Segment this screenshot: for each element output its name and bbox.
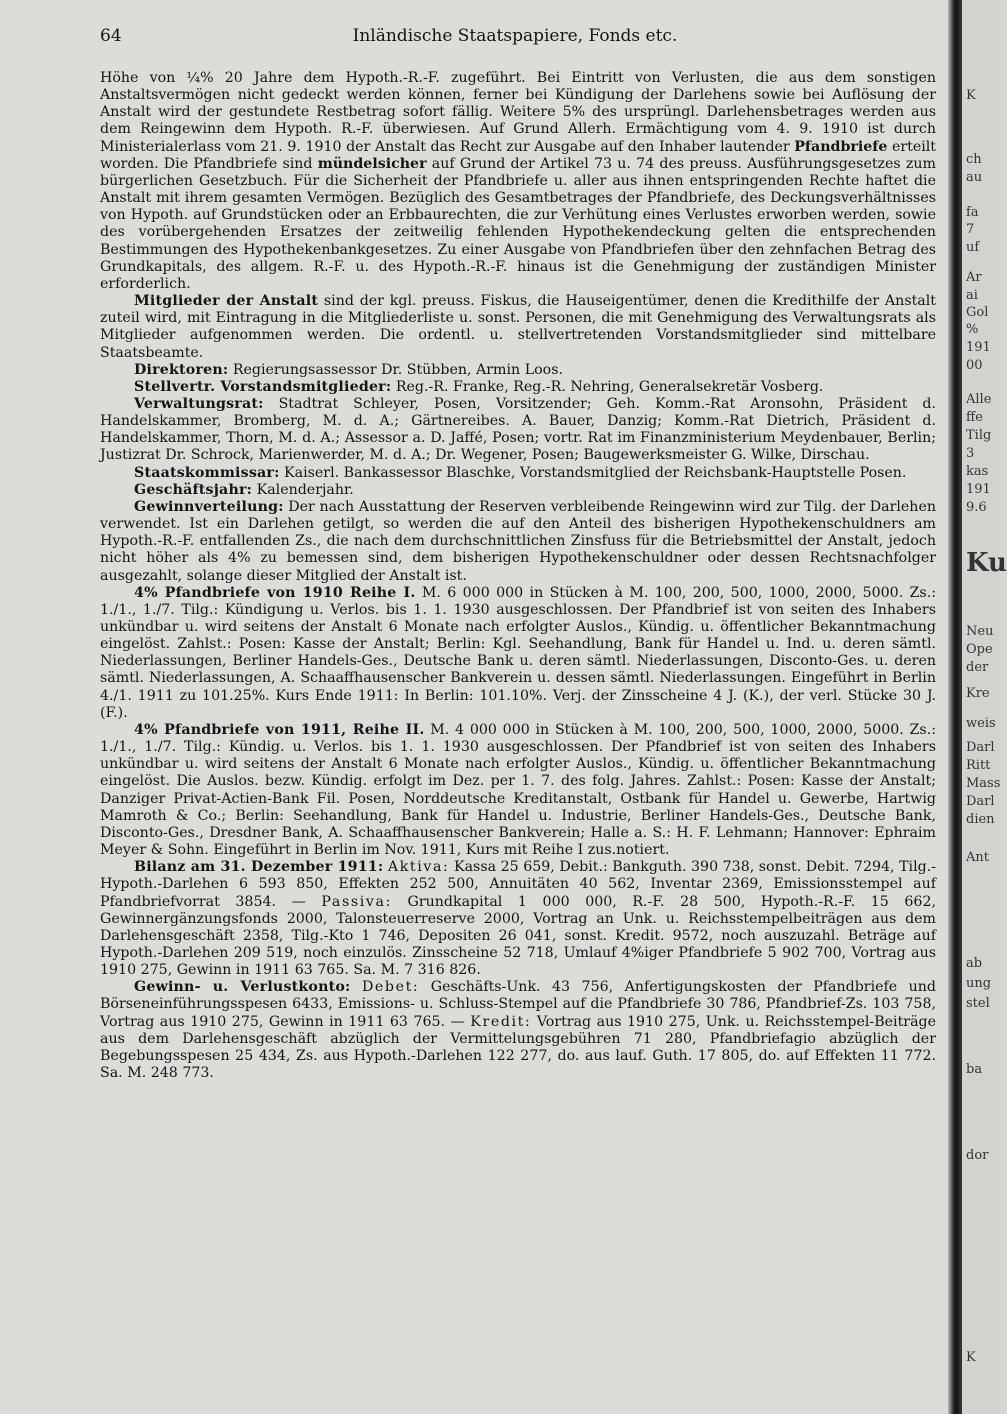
pl-account-label: Gewinn- u. Verlustkonto: [134, 979, 351, 996]
directors-text: Regierungsassessor Dr. Stübben, Armin Loos. [232, 361, 563, 378]
edge-fragment: 7 [966, 222, 975, 237]
series-1911-text: M. 4 000 000 in Stücken à M. 100, 200, 500, 1000, 2000, 5000. Zs.: 1./1., 1./7. Tilg.: Kündig. u. Verlos. bis 1. 1. 1930 ausgeschlossen. Der Pfandbrief ist von seiten des Inhabers unkündbar u. wird seitens der Anstalt 6 Monate nach erfolgter Auslos., Kündig. u. öffentlicher Bekanntmachung eingelöst. Die Auslos. bezw. Kündig. erfolgt im Dez. per 1. 7. des folg. Jahres. Zahlst.: Posen: Kasse der Anstalt; Danziger Privat-Actien-Bank Fil. Posen, Norddeutsche Kreditanstalt, Ostbank für Handel u. Gewerbe, Hartwig Mamroth & Co.; Berlin: Seehandlung, Bank für Handel u. Industrie, Berliner Handels-Ges., Deutsche Bank, Disconto-Ges., Dresdner Bank, A. Schaaffhausenscher Bankverein; Halle a. S.: H. F. Lehmann; Hannover: Ephraim Meyer & Sohn. Eingeführt in Berlin im Nov. 1911, Kurs mit Reihe I zus.notiert. [100, 721, 936, 859]
profit-distribution-paragraph [100, 499, 936, 585]
passiva-label: Passiva: [321, 893, 392, 910]
edge-fragment: Alle [966, 392, 992, 407]
deputies-label: Stellvertr. Vorstandsmitglieder: [134, 378, 392, 395]
profit-distribution-label: Gewinnverteilung: [134, 498, 284, 515]
edge-fragment: K [966, 1350, 976, 1365]
debet-text: Geschäfts-Unk. 43 756, Anfertigungskosten der Pfandbriefe und Börseneinführungsspesen 6433, Emissions- u. Schluss-Stempel auf die Pfandbriefe 30 786, Pfandbrief-Zs. 103 758, Vortrag aus 1910 275, Gewinn in 1911 63 765. — [100, 979, 937, 1030]
edge-fragment: Tilg [966, 428, 992, 443]
commissioner-text: Kaiserl. Bankassessor Blaschke, Vorstandsmitglied der Reichsbank-Hauptstelle Posen. [284, 464, 907, 481]
board-label: Verwaltungsrat: [134, 395, 264, 412]
edge-fragment: Ritt [966, 758, 991, 773]
edge-fragment: dien [966, 812, 995, 827]
edge-fragment: ffe [966, 410, 983, 425]
edge-fragment: Gol [966, 305, 989, 320]
intro-bold-term-2: mündelsicher [317, 155, 427, 172]
edge-fragment: ung [966, 976, 992, 991]
edge-fragment: % [966, 322, 979, 337]
intro-bold-term: Pfandbriefe [794, 138, 888, 155]
board-text: Stadtrat Schleyer, Posen, Vorsitzender; Geh. Komm.-Rat Aronsohn, Präsident d. Handelskammer, Bromberg, M. d. A.; Gärtnereibes. A. Bauer, Danzig; Komm.-Rat Dietrich, Präsident d. Handelskammer, Thorn, M. d. A.; Assessor a. D. Jaffé, Posen; vortr. Rat im Finanzministerium Meydenbauer, Berlin; Justizrat Dr. Schrock, Marienwerder, M. d. A.; Dr. Wegener, Posen; Baugewerksmeister G. Wilke, Dirschau. [100, 395, 936, 464]
balance-paragraph [100, 859, 936, 979]
edge-fragment: K [966, 88, 976, 103]
fiscal-year-paragraph [100, 482, 936, 499]
pl-account-paragraph [100, 979, 936, 1082]
edge-fragment: Neu [966, 624, 994, 639]
intro-paragraph [100, 70, 936, 293]
intro-text: Höhe von ¼% 20 Jahre dem Hypoth.-R.-F. zugeführt. Bei Eintritt von Verlusten, die aus dem sonstigen Anstaltsvermögen nicht gedeckt werden können, ferner bei Kündigung der Darlehens sowie bei Auflösung der Anstalt wird der gestundete Restbetrag sofort fällig. Weitere 5% des ursprüngl. Darlehensbetrages werden aus dem Reingewinn dem Hypoth. R.-F. überwiesen. Auf Grund Allerh. Ermächtigung vom 4. 9. 1910 ist durch Ministerialerlass vom 21. 9. 1910 der Anstalt das Recht zur Ausgabe auf den Inhaber lautender [100, 70, 936, 155]
members-paragraph [100, 293, 936, 362]
edge-fragment: ch [966, 152, 982, 167]
edge-fragment: Ope [966, 642, 993, 657]
passiva-text: Grundkapital 1 000 000, R.-F. 28 500, Hypoth.-R.-F. 15 662, Gewinnergänzungsfonds 2000, Talonsteuerreserve 2000, Vortrag an Unk. u. Reichsstempelbeiträgen aus dem Darlehensgeschäft 2358, Tilg.-Kto 1 746, Depositen 26 041, sonst. Kredit. 9572, noch auszuzahl. Beträge auf Hypoth.-Darlehen 209 519, noch einzulös. Zinsscheine 52 718, Umlauf 4%iger Pfandbriefe 5 902 700, Vortrag aus 1910 275, Gewinn in 1911 63 765. Sa. M. 7 316 826. [100, 893, 936, 979]
edge-fragment: 3 [966, 446, 975, 461]
edge-fragment: ab [966, 956, 983, 971]
series-1910-paragraph [100, 585, 936, 722]
series-1911-paragraph [100, 722, 936, 859]
deputies-text: Reg.-R. Franke, Reg.-R. Nehring, Generalsekretär Vosberg. [395, 378, 824, 395]
balance-label: Bilanz am 31. Dezember 1911: [134, 859, 384, 876]
edge-fragment: ai [966, 288, 978, 303]
edge-fragment: Darl [966, 794, 995, 809]
series-1910-text: M. 6 000 000 in Stücken à M. 100, 200, 500, 1000, 2000, 5000. Zs.: 1./1., 1./7. Tilg.: Kündigung u. Verlos. bis 1. 1. 1930 ausgeschlossen. Der Pfandbrief ist von seiten des Inhabers unkündbar u. wird seitens der Anstalt 6 Monate nach erfolgter Auslos., Kündig. u. öffentlicher Bekanntmachung eingelöst. Zahlst.: Posen: Kasse der Anstalt; Berlin: Kgl. Seehandlung, Bank für Handel u. Ind. u. deren sämtl. Niederlassungen, Berliner Handels-Ges., Deutsche Bank u. deren sämtl. Niederlassungen, Disconto-Ges. u. deren sämtl. Niederlassungen, A. Schaaffhausenscher Bankverein u. dessen sämtl. Niederlassungen. Eingeführt in Berlin 4./1. 1911 zu 101.25%. Kurs Ende 1911: In Berlin: 101.10%. Verj. der Zinsscheine 4 J. (K.), der verl. Stücke 30 J. (F.). [100, 584, 936, 721]
commissioner-label: Staatskommissar: [134, 464, 280, 481]
deputies-paragraph [100, 379, 936, 396]
book-gutter [948, 0, 962, 1414]
members-label: Mitglieder der Anstalt [134, 293, 319, 310]
fiscal-year-text: Kalenderjahr. [256, 481, 354, 498]
aktiva-text: Kassa 25 659, Debit.: Bankguth. 390 738, sonst. Debit. 7294, Tilg.-Hypoth.-Darlehen 6 593 850, Effekten 252 500, Annuitäten 40 562, Inventar 2369, Emissionsstempel auf Pfandbriefvorrat 3854. — [100, 859, 937, 910]
page-number: 64 [100, 26, 122, 46]
debet-label: Debet: [361, 979, 420, 996]
page-header [100, 26, 930, 52]
edge-fragment: au [966, 170, 983, 185]
intro-mid-text: erteilt worden. Die Pfandbriefe sind [100, 138, 936, 172]
profit-distribution-text: Der nach Ausstattung der Reserven verbleibende Reingewinn wird zur Tilg. der Darlehen verwendet. Ist ein Darlehen getilgt, so werden die auf den Anteil des bisherigen Hypothekenschuldners am Hypoth.-R.-F. entfallenden Zs., die nach dem durchschnittlichen Zinsfuss für die Betriebsmittel der Anstalt, jedoch nicht höher als 4% zu bemessen sind, dem bisherigen Hypothekenschuldner oder dessen Rechtsnachfolger ausgezahlt, solange dieser Mitglied der Anstalt ist. [100, 498, 936, 584]
board-paragraph [100, 396, 936, 465]
members-text: sind der kgl. preuss. Fiskus, die Hauseigentümer, denen die Kredithilfe der Anstalt zuteil wird, mit Eintragung in die Mitgliederliste u. sonst. Personen, die mit Genehmigung des Verwaltungsrats als Mitglieder aufgenommen werden. Die ordentl. u. stellvertretenden Vorstandsmitglieder sind mittelbare Staatsbeamte. [100, 293, 936, 361]
body-text [100, 70, 936, 1082]
edge-fragment: ba [966, 1062, 983, 1077]
edge-fragment: der [966, 660, 989, 675]
series-1911-label: 4% Pfandbriefe von 1911, Reihe II. [134, 721, 425, 738]
edge-fragment: Kre [966, 686, 990, 701]
series-1910-label: 4% Pfandbriefe von 1910 Reihe I. [134, 584, 416, 601]
directors-label: Direktoren: [134, 361, 229, 378]
edge-fragment: Darl [966, 740, 995, 755]
edge-fragment: Ant [966, 850, 989, 865]
edge-fragment: kas [966, 464, 989, 479]
kredit-text: Vortrag aus 1910 275, Unk. u. Reichsstempel-Beiträge aus dem Darlehensgeschäft abzüglich der Vermittelungsgebühren 71 280, Pfandbriefagio abzüglich der Begebungsspesen 25 434, Zs. aus Hypoth.-Darlehen 122 277, do. aus lauf. Guth. 17 805, do. auf Effekten 11 772. Sa. M. 248 773. [100, 1013, 937, 1082]
edge-fragment: stel [966, 996, 990, 1011]
directors-paragraph [100, 362, 936, 379]
edge-fragment: weis [966, 716, 996, 731]
edge-fragment: Ar [966, 270, 982, 285]
edge-fragment: 191 [966, 482, 991, 497]
edge-fragment: 9.6 [966, 500, 987, 515]
commissioner-paragraph [100, 465, 936, 482]
edge-fragment: 00 [966, 358, 983, 373]
intro-rest-text: auf Grund der Artikel 73 u. 74 des preuss. Ausführungsgesetzes zum bürgerlichen Gesetzbuch. Für die Sicherheit der Pfandbriefe u. aller aus ihnen entspringenden Rechte haftet die Anstalt mit ihrem gesamten Vermögen. Bezüglich des Gesamtbetrages der Pfandbriefe, des Deckungsverhältnisses von Hypoth. auf Grundstücken oder an Erbbaurechten, die zur Verhütung eines Verlustes erworben werden, sowie des vorübergehenden Ersatzes der zeitweilig fehlenden Hypothekendeckung gelten die entsprechenden Bestimmungen des Hypothekenbankgesetzes. Zu einer Ausgabe von Pfandbriefen über den zehnfachen Betrag des Grundkapitals, des allgem. R.-F. u. des Hypoth.-R.-F. hinaus ist die Genehmigung der zuständigen Minister erforderlich. [100, 155, 936, 292]
kredit-label: Kredit: [470, 1013, 532, 1030]
edge-fragment: 191 [966, 340, 991, 355]
aktiva-label: Aktiva: [387, 859, 450, 876]
edge-fragment: fa [966, 205, 979, 220]
edge-fragment-heading: Ku [966, 548, 1007, 578]
edge-fragment: Mass [966, 776, 1001, 791]
running-head: Inländische Staatspapiere, Fonds etc. [352, 26, 678, 46]
edge-fragment: dor [966, 1148, 989, 1163]
fiscal-year-label: Geschäftsjahr: [134, 481, 253, 498]
adjacent-page-edge [962, 0, 1007, 1414]
edge-fragment: uf [966, 240, 980, 255]
